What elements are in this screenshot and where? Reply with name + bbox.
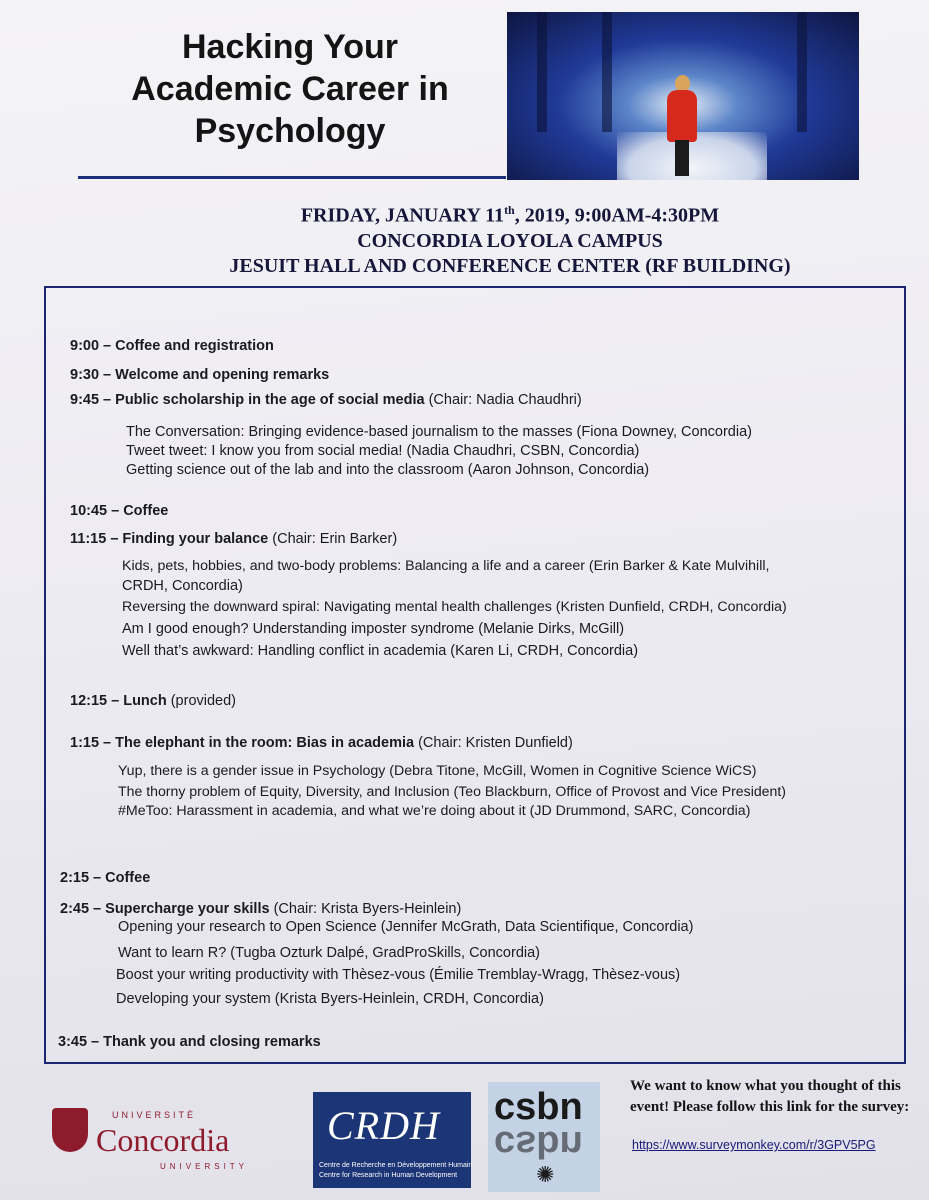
schedule-item	[70, 530, 397, 548]
schedule-item-note: (Chair: Kristen Dunfield)	[414, 735, 573, 751]
schedule-item-note: (provided)	[166, 693, 237, 709]
schedule-item-title: 3:45 – Thank you and closing remarks	[58, 1034, 321, 1050]
concordia-logo-name: Concordia	[96, 1122, 230, 1158]
schedule-item	[58, 1033, 321, 1051]
schedule-item-note: (Chair: Erin Barker)	[268, 531, 398, 547]
photo-tree	[797, 12, 807, 132]
talk-item: Want to learn R? (Tugba Ozturk Dalpé, GradProSkills, Concordia)	[118, 945, 541, 961]
schedule-item	[70, 337, 274, 355]
concordia-logo-top: UNIVERSITÉ	[112, 1110, 197, 1120]
schedule-item	[60, 900, 461, 918]
schedule-item-note: (Chair: Krista Byers-Heinlein)	[269, 901, 462, 917]
csbn-logo	[488, 1082, 600, 1192]
talk-item: Boost your writing productivity with Thèsez-vous (Émilie Tremblay-Wragg, Thèsez-vous)	[116, 967, 681, 983]
event-date-sup: th	[504, 203, 515, 217]
crdh-logo	[313, 1092, 471, 1188]
photo-person-red-coat	[667, 90, 697, 142]
schedule-item	[70, 391, 582, 409]
page-title	[100, 26, 480, 152]
talk-item: The thorny problem of Equity, Diversity, and Inclusion (Teo Blackburn, Office of Provost and Vice President)	[118, 783, 786, 799]
csbn-logo-reflection: csbn	[494, 1123, 583, 1165]
photo-person-legs	[675, 140, 689, 176]
crdh-logo-mark: CRDH	[327, 1103, 440, 1148]
crdh-logo-line-1: Centre de Recherche en Développement Humain	[319, 1162, 473, 1169]
survey-text: We want to know what you thought of this event! Please follow this link for the survey:	[630, 1078, 910, 1115]
concordia-logo-bottom: UNIVERSITY	[160, 1162, 249, 1171]
csbn-logo-word: csbn	[494, 1086, 583, 1128]
schedule-item	[70, 692, 236, 710]
talk-item: Yup, there is a gender issue in Psychology (Debra Titone, McGill, Women in Cognitive Science WiCS)	[118, 763, 757, 779]
talk-item: Reversing the downward spiral: Navigating mental health challenges (Kristen Dunfield, CRDH, Concordia)	[122, 599, 787, 615]
schedule-item-title: 9:45 – Public scholarship in the age of social media	[70, 392, 425, 408]
schedule-item	[60, 869, 150, 887]
talk-item: Opening your research to Open Science (Jennifer McGrath, Data Scientifique, Concordia)	[118, 919, 694, 935]
schedule-item-title: 9:30 – Welcome and opening remarks	[70, 367, 330, 383]
event-date-prefix: FRIDAY, JANUARY 11	[300, 204, 505, 227]
talk-item: The Conversation: Bringing evidence-based journalism to the masses (Fiona Downey, Concordia)	[126, 424, 752, 440]
crdh-logo-line-2: Centre for Research in Human Development	[319, 1172, 458, 1179]
talk-item: Tweet tweet: I know you from social media! (Nadia Chaudhri, CSBN, Concordia)	[126, 443, 640, 459]
event-campus: CONCORDIA LOYOLA CAMPUS	[357, 229, 663, 252]
title-line-2: Academic Career in	[131, 70, 449, 108]
talk-item: Am I good enough? Understanding imposter syndrome (Melanie Dirks, McGill)	[122, 621, 625, 637]
talk-item: #MeToo: Harassment in academia, and what we’re doing about it (JD Drummond, SARC, Concordia)	[118, 803, 751, 819]
schedule-item-title: 11:15 – Finding your balance	[70, 531, 269, 547]
title-underline	[78, 176, 506, 179]
title-line-1: Hacking Your	[181, 28, 399, 66]
schedule-item-title: 2:45 – Supercharge your skills	[60, 901, 270, 917]
talk-item: Kids, pets, hobbies, and two-body problems: Balancing a life and a career (Erin Barker & Kate Mulvihill,	[122, 558, 770, 574]
event-venue: JESUIT HALL AND CONFERENCE CENTER (RF BUILDING)	[229, 254, 791, 277]
photo-tree	[602, 12, 612, 132]
event-date-suffix: , 2019, 9:00AM-4:30PM	[514, 204, 720, 227]
talk-item: CRDH, Concordia)	[122, 578, 243, 594]
event-date	[0, 198, 929, 229]
schedule-item-title: 1:15 – The elephant in the room: Bias in academia	[70, 735, 415, 751]
schedule-item	[70, 734, 573, 752]
title-line-3: Psychology	[194, 112, 386, 150]
concordia-crest-icon	[52, 1108, 88, 1152]
schedule-item-title: 9:00 – Coffee and registration	[70, 338, 274, 354]
schedule-item	[70, 502, 168, 520]
schedule-item-title: 10:45 – Coffee	[70, 503, 169, 519]
talk-item: Getting science out of the lab and into the classroom (Aaron Johnson, Concordia)	[126, 462, 650, 478]
schedule-item	[70, 366, 329, 384]
survey-link[interactable]: https://www.surveymonkey.com/r/3GPV5PG	[632, 1138, 876, 1152]
schedule-item-title: 2:15 – Coffee	[60, 870, 151, 886]
photo-tree	[537, 12, 547, 132]
schedule-item-note: (Chair: Nadia Chaudhri)	[424, 392, 582, 408]
neuron-icon: ✺	[536, 1162, 555, 1187]
talk-item: Well that’s awkward: Handling conflict in academia (Karen Li, CRDH, Concordia)	[122, 643, 639, 659]
schedule-item-title: 12:15 – Lunch	[70, 693, 167, 709]
event-info	[0, 198, 929, 279]
header-photo	[507, 12, 859, 180]
talk-item: Developing your system (Krista Byers-Heinlein, CRDH, Concordia)	[116, 991, 544, 1007]
